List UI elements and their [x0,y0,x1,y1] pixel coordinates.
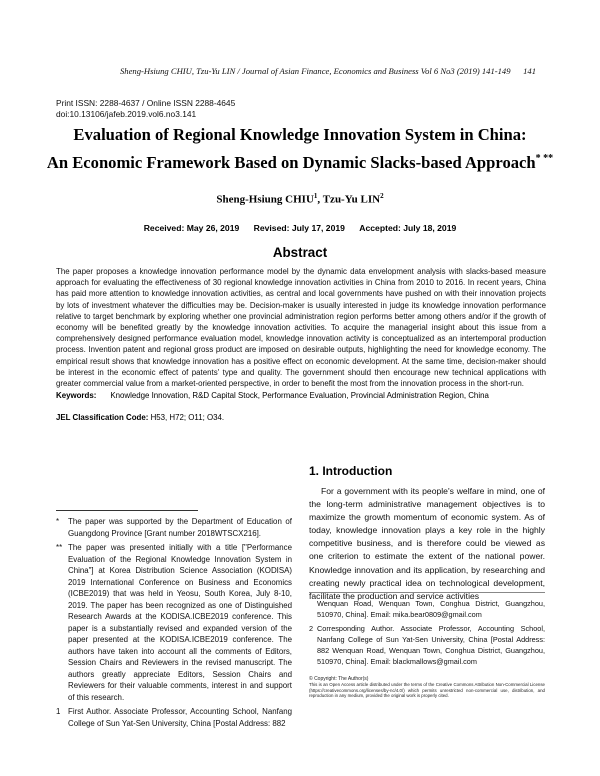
footnote-1-continued: Wenquan Road, Wenquan Town, Conghua District, Guangzhou, 510970, China]. Email: mika.bear0809@gmail.com [317,599,545,619]
footnotes-right [309,598,545,667]
accepted-date: Accepted: July 18, 2019 [359,223,457,233]
running-header-title: Sheng-Hsiung CHIU, Tzu-Yu LIN / Journal of Asian Finance, Economics and Business Vol 6 No3 (2019) 141-149 [120,66,511,76]
doi-line: doi:10.13106/jafeb.2019.vol6.no3.141 [56,109,197,119]
footnote-mark: 2 [309,624,314,633]
introduction-text: For a government with its people's welfare in mind, one of the long-term administrative management objectives is to maximize the growth momentum of economic system. As of today, knowledge innovation plays a key role in the highly competitive business, and is therefore could be viewed as one criterion to estimate the extent of the national power. Knowledge innovation and its application, by researching and creating newly practical idea on technological development, facilitate the production and service activities [309,486,545,601]
issn-line: Print ISSN: 2288-4637 / Online ISSN 2288-4645 [56,98,236,108]
title-line-1: Evaluation of Regional Knowledge Innovation System in China: [73,125,527,144]
footnote-mark: 1 [56,707,61,716]
author-line [0,192,600,206]
footnote-2 [309,623,545,667]
footnote-star [56,516,292,539]
author-separator: , [317,193,323,206]
title-footnote-marks: * ** [535,153,554,164]
paper-title [0,123,600,175]
issn-block [56,98,235,120]
footnotes-left [56,516,292,729]
footnote-double-star [56,542,292,703]
jel-line [56,413,224,422]
abstract-text: The paper proposes a knowledge innovation performance model by the dynamic data envelopment analysis with slacks-based measure approach for evaluating the effectiveness of 30 regional knowledge innovation activities in China from 2010 to 2016. In recent years, China has paid more attention to knowledge innovation activities, as central and local governments have pushed on with their innovation projects by lots of investment whatever the difficulties may be. Decision-maker is usually interested in judge its knowledge innovation performance relative to target benchmark by exploring whether one provincial administration region performs better among others and/or if the growth of economy will be benefited greatly by the knowledge innovation activities. To acquire the managerial insight about this issue from a comprehensively designed performance evaluation model, knowledge innovation activity is conceptualized as an intertemporal production process. Invention patent and regional gross product are imposed on desirable outputs, highlighting the need for knowledge economy. The empirical result shows that knowledge innovation has a positive effect on economic development. At the same time, decision-maker should be interest in the economic effect of patents' type and quality. The government should then encourage new technical applications with greater commercial value from a market-oriented perspective, in order to benefit the most from the innovation process in the short-run. [56,267,546,389]
author-2-affiliation: 2 [380,192,384,200]
footnote-divider [56,510,198,511]
jel-text: H53, H72; O11; O34. [148,413,225,422]
abstract-heading: Abstract [272,245,328,260]
dates-line [0,223,600,233]
footnote-text: Corresponding Author. Associate Professor, Accounting School, Nanfang College of Sun Yat-Sen University, China [Postal Address: 882 Wenquan Road, Wenquan Town, Conghua District, Guangzhou, 510970, China]. Email: blackmallows@gmail.com [317,624,545,666]
copyright-notice [309,677,545,699]
jel-label: JEL Classification Code: [56,413,149,422]
author-1: Sheng-Hsiung CHIU [216,193,314,206]
footnote-text: The paper was presented initially with a title ["Performance Evaluation of the Regional Knowledge Innovation System in China"] at Korea Distribution Science Association (KODISA) 2019 International Conference on Business and Economics (ICBE2019) that was held in Yeosu, South Korea, July 8-10, 2019. The paper has been recognized as one of Distinguished Research Awards at the KODISA.ICBE2019 conference. This paper is a substantially revised and expanded version of the paper presented at the KODISA.ICBE2019 conference. The authors have taken into account all the comments of Editors, Session Chairs and Reviewers in the revised manuscript. The authors greatly appreciate Editors, Session Chairs and Reviewers for their valuable comments, interest in and support of this research. [68,543,292,702]
revised-date: Revised: July 17, 2019 [253,223,345,233]
footnote-1 [56,706,292,729]
author-2: Tzu-Yu LIN [322,193,381,206]
title-line-2: An Economic Framework Based on Dynamic Slacks-based Approach [46,153,536,172]
section-heading-introduction: 1. Introduction [309,464,393,478]
footnote-text: The paper was supported by the Department of Education of Guangdong Province [Grant number 2018WTSCX216]. [68,517,292,538]
footnote-mark: ** [56,543,63,552]
keywords-label: Keywords: [56,391,97,400]
author-1-affiliation: 1 [313,192,318,200]
page-number: 141 [523,66,536,76]
footnote-mark: * [56,517,60,526]
footnote-divider-right [309,592,545,593]
footnote-text: First Author. Associate Professor, Accounting School, Nanfang College of Sun Yat-Sen University, China [Postal Address: 882 [68,707,292,728]
copyright-title: © Copyright: The Author(s) [309,676,369,682]
keywords-line [56,391,489,400]
license-text: This is an Open Access article distributed under the terms of the Creative Commons Attribution Non-Commercial License (https://creativecommons.org/licenses/by-nc/4.0/) which permits unrestricted non-commercial use, distribution, and reproduction in any medium, provided the original work is properly cited. [309,682,545,699]
keywords-text: Knowledge Innovation, R&D Capital Stock, Performance Evaluation, Provincial Administration Region, China [110,391,489,400]
received-date: Received: May 26, 2019 [143,223,240,233]
